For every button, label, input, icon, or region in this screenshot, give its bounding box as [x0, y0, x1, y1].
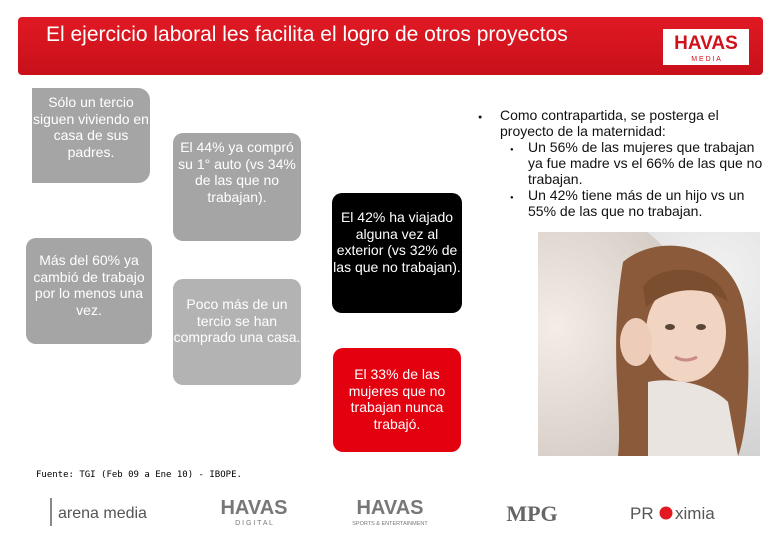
- box-casa-text: Poco más de un tercio se han comprado una casa.: [173, 296, 301, 345]
- svg-text:arena media: arena media: [58, 505, 147, 522]
- arena-media-logo: [46, 494, 156, 530]
- svg-text:PR: PR: [630, 504, 654, 523]
- svg-text:ximia: ximia: [675, 504, 715, 523]
- girl-photo: [538, 232, 760, 456]
- svg-text:HAVAS: HAVAS: [356, 497, 424, 519]
- box-cambio-trabajo: [26, 238, 152, 344]
- title-bar: [18, 17, 763, 75]
- havas-media-logo: [663, 29, 749, 65]
- svg-text:SPORTS & ENTERTAINMENT: SPORTS & ENTERTAINMENT: [352, 521, 428, 527]
- mpg-logo: [498, 494, 566, 530]
- svg-text:MPG: MPG: [506, 501, 558, 526]
- havas-digital-logo: [212, 494, 296, 530]
- havas-sports-logo: [346, 494, 434, 530]
- svg-text:D I G I T A L: D I G I T A L: [235, 520, 273, 527]
- box-exterior: [332, 193, 462, 313]
- box-casa: [173, 279, 301, 385]
- box-auto: [173, 133, 301, 241]
- svg-text:M E D I A: M E D I A: [691, 56, 721, 63]
- box-cambio-trabajo-text: Más del 60% ya cambió de trabajo por lo menos una vez.: [33, 252, 145, 318]
- source-footnote: Fuente: TGI (Feb 09 a Ene 10) - IBOPE.: [36, 470, 242, 480]
- list-item: ● Un 42% tiene más de un hijo vs un 55% de las que no trabajan.: [478, 187, 768, 219]
- box-nunca-trabajo-text: El 33% de las mujeres que no trabajan nunca trabajó.: [348, 366, 446, 432]
- svg-text:HAVAS: HAVAS: [674, 33, 738, 54]
- svg-text:HAVAS: HAVAS: [220, 497, 288, 519]
- box-vive-con-padres: [32, 88, 150, 183]
- proximia-logo: [628, 494, 738, 530]
- box-nunca-trabajo: [333, 348, 461, 452]
- box-vive-con-padres-text: Sólo un tercio siguen viviendo en casa de sus padres.: [33, 94, 149, 160]
- maternidad-list: [478, 107, 768, 219]
- box-exterior-text: El 42% ha viajado alguna vez al exterior (vs 32% de las que no trabajan).: [333, 209, 461, 275]
- list-item: ● Un 56% de las mujeres que trabajan ya fue madre vs el 66% de las que no trabajan.: [478, 139, 768, 187]
- page-title: El ejercicio laboral les facilita el logro de otros proyectos: [46, 23, 568, 46]
- box-auto-text: El 44% ya compró su 1° auto (vs 34% de las que no trabajan).: [178, 139, 296, 205]
- list-item: ● Como contrapartida, se posterga el proyecto de la maternidad:: [478, 107, 768, 139]
